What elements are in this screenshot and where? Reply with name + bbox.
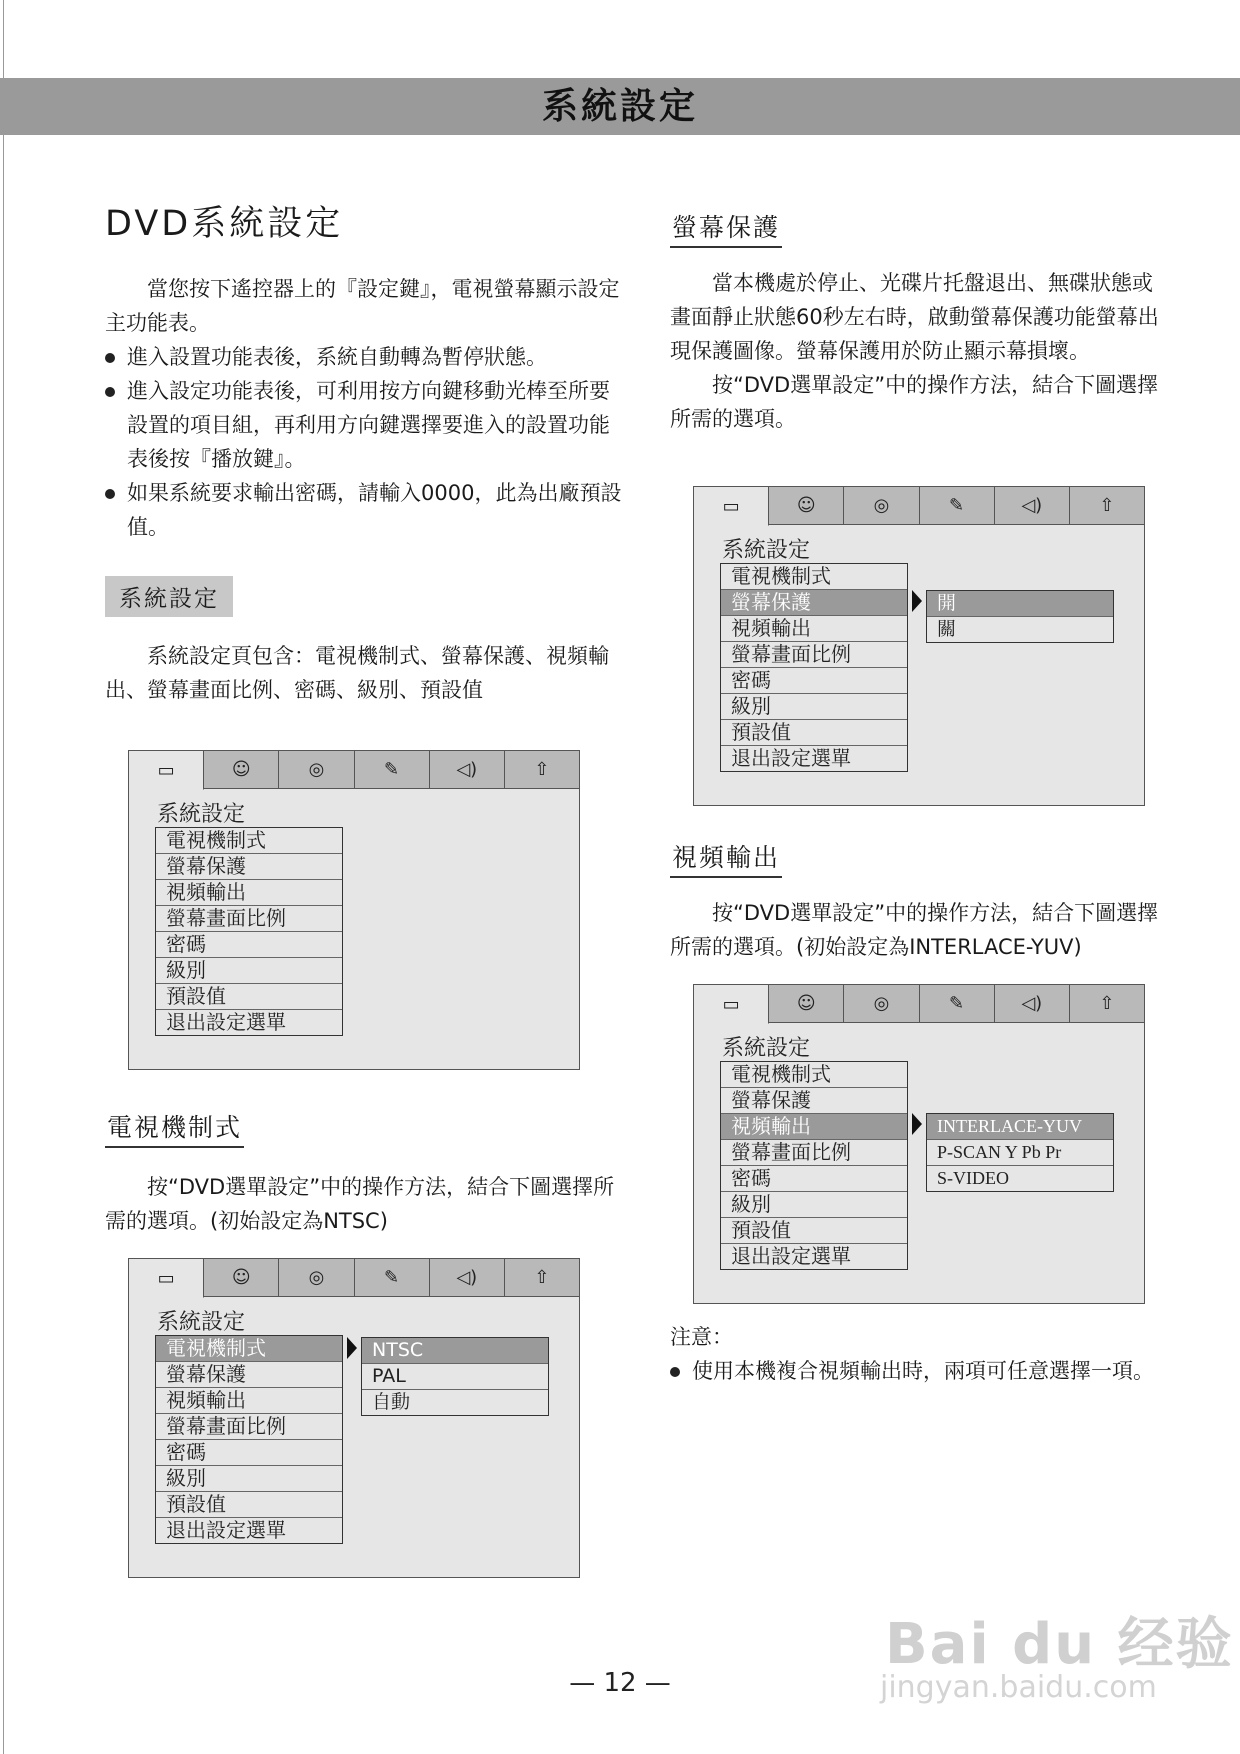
menu-item-list (155, 1335, 343, 1544)
exit-icon[interactable]: ⇧ (1099, 495, 1115, 516)
menu-item-password[interactable]: 密碼 (156, 932, 342, 958)
menu-item-tv-system[interactable]: 電視機制式 (721, 1062, 907, 1088)
menu-item-password[interactable]: 密碼 (156, 1440, 342, 1466)
menu-item-screen-saver[interactable]: 螢幕保護 (721, 590, 907, 616)
disc-icon[interactable]: ◎ (844, 487, 919, 524)
bullet-dot-icon (670, 1367, 680, 1377)
exit-icon[interactable]: ⇧ (1099, 993, 1115, 1014)
person-icon[interactable]: ☺ (204, 1259, 279, 1296)
bullet-item: 如果系統要求輸出密碼，請輸入0000，此為出廠預設值。 (105, 476, 625, 544)
menu-item-aspect-ratio[interactable]: 螢幕畫面比例 (721, 1140, 907, 1166)
menu-tab-bar (694, 985, 1144, 1023)
menu-item-screen-saver[interactable]: 螢幕保護 (156, 854, 342, 880)
menu-item-rating[interactable]: 級別 (156, 1466, 342, 1492)
menu-item-video-output[interactable]: 視頻輸出 (721, 1114, 907, 1140)
menu-item-aspect-ratio[interactable]: 螢幕畫面比例 (156, 906, 342, 932)
selection-arrow-icon (912, 590, 922, 612)
menu-item-video-output[interactable]: 視頻輸出 (156, 880, 342, 906)
speaker-icon[interactable]: ◁) (430, 1259, 505, 1296)
page-left-rule (3, 0, 4, 1754)
option-list (926, 590, 1114, 643)
system-setting-paragraph: 系統設定頁包含：電視機制式、螢幕保護、視頻輸出、螢幕畫面比例、密碼、級別、預設值 (105, 644, 609, 702)
menu-item-list (720, 563, 908, 772)
bullet-item: 進入設定功能表後，可利用按方向鍵移動光棒至所要設置的項目組，再利用方向鍵選擇要進入的設置功能表後按『播放鍵』。 (105, 374, 625, 476)
menu-item-password[interactable]: 密碼 (721, 1166, 907, 1192)
menu-item-rating[interactable]: 級別 (721, 1192, 907, 1218)
screen-saver-instruction: 按“DVD選單設定”中的操作方法，結合下圖選擇所需的選項。 (670, 373, 1159, 431)
selection-arrow-icon (347, 1337, 357, 1359)
menu-item-default[interactable]: 預設值 (156, 984, 342, 1010)
section-title-video-output: 視頻輸出 (670, 838, 782, 878)
bullet-item: 使用本機複合視頻輸出時，兩項可任意選擇一項。 (670, 1354, 1170, 1388)
menu-screenshot-video-output (693, 984, 1145, 1304)
option-pal[interactable]: PAL (362, 1364, 548, 1390)
bullet-item: 進入設置功能表後，系統自動轉為暫停狀態。 (105, 340, 625, 374)
menu-item-screen-saver[interactable]: 螢幕保護 (721, 1088, 907, 1114)
exit-icon[interactable]: ⇧ (534, 1267, 550, 1288)
menu-item-screen-saver[interactable]: 螢幕保護 (156, 1362, 342, 1388)
option-on[interactable]: 開 (927, 591, 1113, 617)
menu-item-aspect-ratio[interactable]: 螢幕畫面比例 (156, 1414, 342, 1440)
option-ntsc[interactable]: NTSC (362, 1338, 548, 1364)
intro-bullets (105, 340, 625, 544)
menu-title: 系統設定 (157, 802, 246, 827)
option-interlace-yuv[interactable]: INTERLACE-YUV (927, 1114, 1113, 1140)
speaker-icon[interactable]: ◁) (995, 487, 1070, 524)
system-icon[interactable]: ▭ (129, 751, 204, 790)
person-icon[interactable]: ☺ (769, 487, 844, 524)
note-bullets (670, 1354, 1170, 1388)
video-icon[interactable]: ✎ (355, 1259, 430, 1296)
video-icon[interactable]: ✎ (920, 985, 995, 1022)
menu-item-list (720, 1061, 908, 1270)
video-output-paragraph: 按“DVD選單設定”中的操作方法，結合下圖選擇所需的選項。(初始設定為INTERLACE-YUV) (670, 901, 1159, 959)
menu-title: 系統設定 (722, 538, 811, 563)
system-icon[interactable]: ▭ (694, 985, 769, 1024)
menu-screenshot-tv-system (128, 1258, 580, 1578)
menu-item-video-output[interactable]: 視頻輸出 (721, 616, 907, 642)
menu-item-default[interactable]: 預設值 (721, 720, 907, 746)
option-pscan[interactable]: P-SCAN Y Pb Pr (927, 1140, 1113, 1166)
bullet-dot-icon (105, 387, 115, 397)
menu-item-rating[interactable]: 級別 (721, 694, 907, 720)
menu-item-aspect-ratio[interactable]: 螢幕畫面比例 (721, 642, 907, 668)
option-svideo[interactable]: S-VIDEO (937, 1168, 1009, 1188)
option-list (926, 1113, 1114, 1192)
speaker-icon[interactable]: ◁) (430, 751, 505, 788)
menu-item-tv-system[interactable]: 電視機制式 (156, 1336, 342, 1362)
menu-title: 系統設定 (157, 1310, 246, 1335)
option-list (361, 1337, 549, 1416)
watermark-url: jingyan.baidu.com (880, 1670, 1157, 1705)
menu-item-tv-system[interactable]: 電視機制式 (721, 564, 907, 590)
menu-item-exit[interactable]: 退出設定選單 (731, 1244, 851, 1268)
menu-item-list (155, 827, 343, 1036)
video-output-section (670, 838, 1170, 964)
bullet-dot-icon (105, 489, 115, 499)
note-title: 注意： (670, 1325, 733, 1349)
bullet-dot-icon (105, 353, 115, 363)
menu-screenshot-main (128, 750, 580, 1070)
menu-title: 系統設定 (722, 1036, 811, 1061)
disc-icon[interactable]: ◎ (844, 985, 919, 1022)
disc-icon[interactable]: ◎ (279, 1259, 354, 1296)
option-off[interactable]: 關 (937, 618, 957, 640)
menu-item-rating[interactable]: 級別 (156, 958, 342, 984)
menu-item-default[interactable]: 預設值 (156, 1492, 342, 1518)
main-title: DVD系統設定 (105, 204, 344, 244)
menu-screenshot-screen-saver (693, 486, 1145, 806)
page-header-title: 系統設定 (541, 86, 698, 127)
watermark-logo: Bai du 经验 (885, 1612, 1234, 1677)
menu-item-exit[interactable]: 退出設定選單 (166, 1010, 286, 1034)
tv-system-section (105, 1108, 625, 1238)
menu-tab-bar (129, 1259, 579, 1297)
menu-item-password[interactable]: 密碼 (721, 668, 907, 694)
person-icon[interactable]: ☺ (204, 751, 279, 788)
section-title-screen-saver: 螢幕保護 (670, 208, 782, 248)
system-icon[interactable]: ▭ (129, 1259, 204, 1298)
menu-tab-bar (129, 751, 579, 789)
selection-arrow-icon (912, 1113, 922, 1135)
person-icon[interactable]: ☺ (769, 985, 844, 1022)
left-column (105, 200, 625, 707)
screen-saver-paragraph: 當本機處於停止、光碟片托盤退出、無碟狀態或畫面靜止狀態60秒左右時，啟動螢幕保護功能螢幕出現保護圖像。螢幕保護用於防止顯示幕損壞。 (670, 271, 1159, 363)
page-number: — 12 — (569, 1668, 671, 1698)
menu-tab-bar (694, 487, 1144, 525)
menu-item-exit[interactable]: 退出設定選單 (731, 746, 851, 770)
section-title-tv-system: 電視機制式 (105, 1108, 244, 1148)
system-icon[interactable]: ▭ (694, 487, 769, 526)
menu-item-default[interactable]: 預設值 (721, 1218, 907, 1244)
menu-item-tv-system[interactable]: 電視機制式 (156, 828, 342, 854)
speaker-icon[interactable]: ◁) (995, 985, 1070, 1022)
right-column (670, 200, 1170, 436)
menu-item-exit[interactable]: 退出設定選單 (166, 1518, 286, 1542)
section-label-system: 系統設定 (105, 576, 233, 617)
note-section (670, 1320, 1170, 1388)
tv-system-paragraph: 按“DVD選單設定”中的操作方法，結合下圖選擇所需的選項。(初始設定為NTSC) (105, 1175, 615, 1233)
video-icon[interactable]: ✎ (920, 487, 995, 524)
menu-item-video-output[interactable]: 視頻輸出 (156, 1388, 342, 1414)
exit-icon[interactable]: ⇧ (534, 759, 550, 780)
video-icon[interactable]: ✎ (355, 751, 430, 788)
disc-icon[interactable]: ◎ (279, 751, 354, 788)
intro-paragraph: 當您按下遙控器上的『設定鍵』，電視螢幕顯示設定主功能表。 (105, 277, 620, 335)
option-auto[interactable]: 自動 (372, 1391, 411, 1413)
